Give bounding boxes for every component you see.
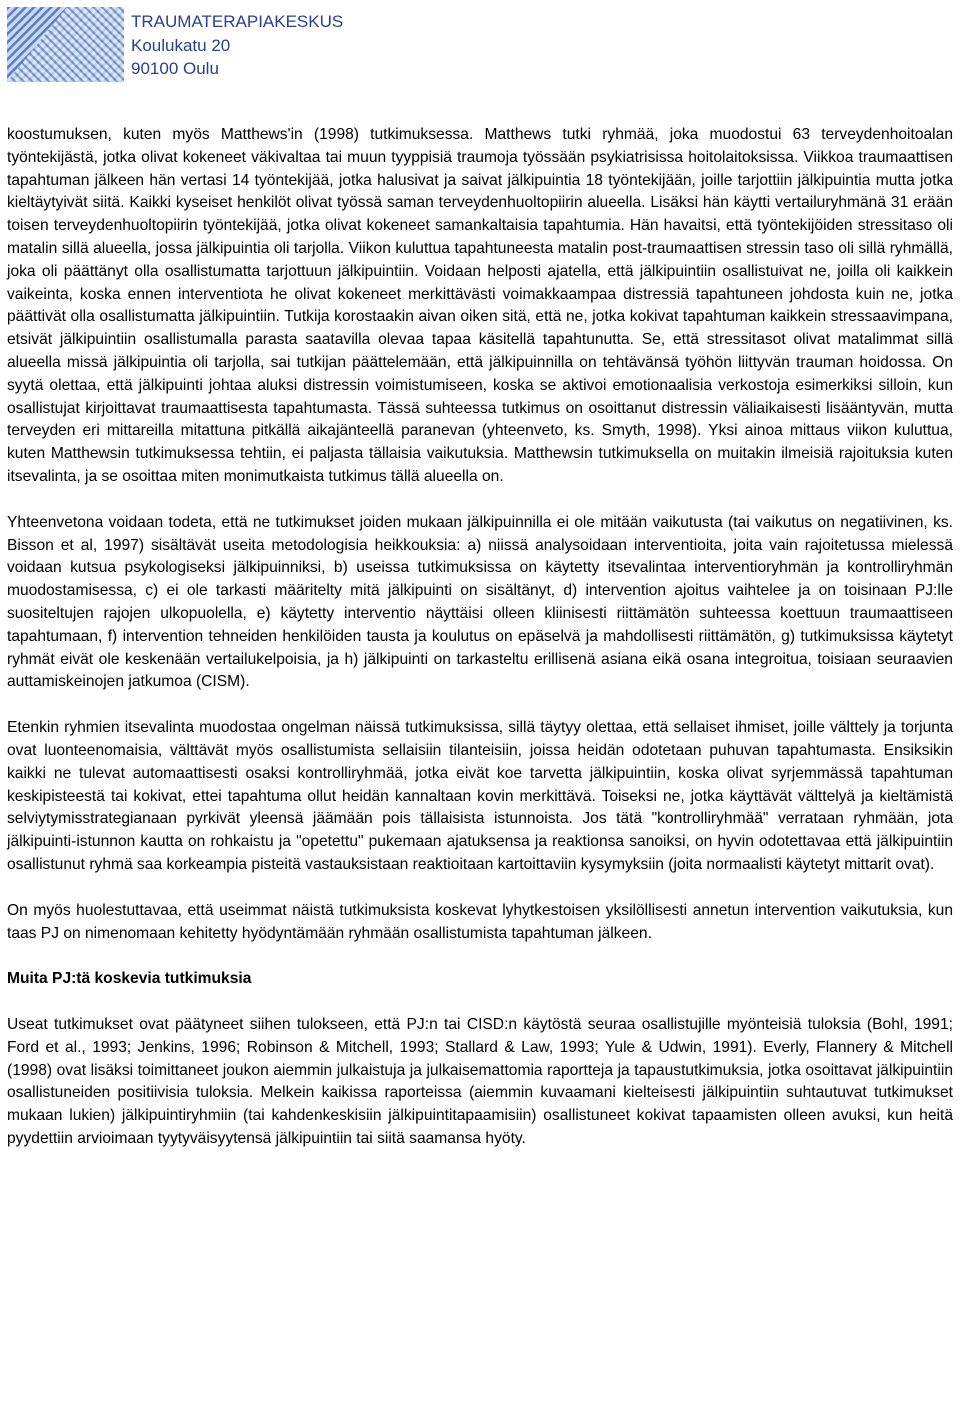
organization-header	[131, 10, 343, 81]
document-body	[7, 124, 953, 1151]
section-heading: Muita PJ:tä koskevia tutkimuksia	[7, 970, 252, 988]
paragraph-1: koostumuksen, kuten myös Matthews'in (1998) tutkimuksessa. Matthews tutki ryhmää, joka muodostui 63 terveydenhoitoalan työntekijästä, jotka olivat kokeneet väkivaltaa tai muun tyyppisiä traumoja työssään psykiatrisissa hoitolaitoksissa. Viikkoa traumaattisen tapahtuman jälkeen hän vertasi 14 työntekijää, jotka halusivat ja saivat jälkipuintia 18 työntekijään, joille tarjottiin jälkipuintia mutta jotka kieltäytyivät siitä. Kaikki kyseiset henkilöt olivat työssä saman terveydenhuoltopiirin alueella. Lisäksi hän käytti vertailuryhmänä 31 erään toisen terveydenhuoltopiirin työntekijää, jotka olivat kokeneet samankaltaisia tapahtumia. Hän havaitsi, että työntekijöiden stressitaso oli matalin sillä alueella, jossa jälkipuintia oli tarjolla. Viikon kuluttua tapahtuneesta matalin post-traumaattisen stressin taso oli sillä ryhmällä, joka oli päättänyt olla osallistumatta tarjottuun jälkipuintiin. Voidaan helposti ajatella, että jälkipuintiin osallistuivat ne, joilla oli kaikkein vaikeinta, koska ennen interventiota he olivat kokeneet merkittävästi voimakkaampaa distressiä tapahtuneen johdosta kuin ne, jotka päättivät olla osallistumatta jälkipuintiin. Tutkija korostaakin aivan oiken sitä, että ne, jotka kokivat tapahtuman kaikkein stressaavimpana, etsivät jälkipuintiin osallistumalla parasta saatavilla olevaa tapaa käsitellä tapahtunutta. Se, että stressitasot olivat matalimmat sillä alueella missä jälkipuintia oli tarjolla, sai tutkijan päättelemään, että jälkipuinnilla on tehtävänsä työhön liittyvän trauman hoidossa. On syytä olettaa, että jälkipuinti johtaa aluksi distressin voimistumiseen, koska se aktivoi emotionaalisia verkostoja esimerkiksi silloin, kun osallistujat kirjoittavat traumaattisesta tapahtumasta. Tässä suhteessa tutkimus on osoittanut distressin väliaikaisesti lisääntyvän, mutta terveyden eri mittareilla mitattuna pitkällä aikajänteellä paranevan (yhteenveto, ks. Smyth, 1998). Yksi ainoa mittaus viikon kuluttua, kuten Matthewsin tutkimuksessa tehtiin, ei paljasta tällaisia vaikutuksia. Matthewsin tutkimuksella on muitakin ilmeisiä rajoituksia kuten itsevalinta, ja se osoittaa miten monimutkaista tutkimus tällä alueella on.	[7, 126, 953, 485]
org-postal: 90100 Oulu	[131, 59, 219, 78]
org-street: Koulukatu 20	[131, 35, 231, 55]
logo	[7, 7, 124, 82]
paragraph-4: On myös huolestuttavaa, että useimmat näistä tutkimuksista koskevat lyhytkestoisen yksilöllisesti annetun intervention vaikutuksia, kun taas PJ on nimenomaan kehitetty hyödyntämään ryhmään osallistumista tapahtuman jälkeen.	[7, 901, 953, 942]
org-name: TRAUMATERAPIAKESKUS	[131, 12, 344, 31]
logo-mark	[7, 7, 124, 82]
paragraph-5: Useat tutkimukset ovat päätyneet siihen tulokseen, että PJ:n tai CISD:n käytöstä seuraa osallistujille myönteisiä tuloksia (Bohl, 1991; Ford et al., 1993; Jenkins, 1996; Robinson & Mitchell, 1993; Stallard & Law, 1993; Yule & Udwin, 1991). Everly, Flannery & Mitchell (1998) ovat lisäksi toimittaneet joukon aiemmin julkaistuja ja julkaisemattomia raportteja ja tapaustutkimuksia, jotka osoittavat jälkipuintiin osallistuneiden positiivisia tuloksia. Melkein kaikissa raporteissa (aiemmin kuvaamani kielteisesti jälkipuintiin suhtautuvat tutkimukset mukaan lukien) jälkipuintiryhmiin (tai kahdenkeskisiin jälkipuintitapaamisiin) osallistuneet kokivat tapaamisten olleen avuksi, kun heitä pyydettiin arvioimaan tyytyväisyytensä jälkipuintiin tai siitä saamansa hyöty.	[7, 1016, 953, 1148]
paragraph-3: Etenkin ryhmien itsevalinta muodostaa ongelman näissä tutkimuksissa, sillä täytyy olettaa, että sellaiset ihmiset, joille välttely ja torjunta ovat luonteenomaisia, välttävät myös osallistumista sellaisiin tilanteisiin, joissa heidän odotetaan puhuvan tapahtumasta. Ensiksikin kaikki ne tulevat automaattisesti osaksi kontrolliryhmää, jotka eivät koe tarvetta jälkipuintiin, koska olivat syrjemmässä tapahtuman keskipisteestä tai kokivat, ettei tapahtuma ollut heidän kannaltaan kovin merkittävä. Toiseksi ne, jotka käyttävät välttelyä ja kieltämistä selviytymisstrategianaan pyrkivät yleensä jäämään pois tällaisista istunnoista. Jos tätä "kontrolliryhmää" verrataan ryhmään, jota jälkipuinti-istunnon kautta on rohkaistu ja "opetettu" pukemaan ajatuksensa ja reaktionsa sanoiksi, on hyvin odotettavaa että jälkipuintiin osallistunut ryhmä saa korkeampia pisteitä vastauksistaan reaktioitaan kartoittaviin kysymyksiin (joita normaalisti käytetyt mittarit ovat).	[7, 719, 953, 873]
paragraph-2: Yhteenvetona voidaan todeta, että ne tutkimukset joiden mukaan jälkipuinnilla ei ole mitään vaikutusta (tai vaikutus on negatiivinen, ks. Bisson et al, 1997) sisältävät useita metodologisia heikkouksia: a) niissä analysoidaan interventioita, joita vain rajoitetussa mielessä voidaan kutsua psykologiseksi jälkipuinniksi, b) useissa tutkimuksissa on käytetty itsevalintaa interventioryhmän ja kontrolliryhmän muodostamisessa, c) ei ole tarkasti määritelty mitä jälkipuinti on sisältänyt, d) intervention ajoitus vaihtelee ja on toisinaan PJ:lle suositeltujen rajojen ulkopuolella, e) käytetty interventio näyttäisi olleen kliinisesti riittämätön suhteessa koettuun traumaattiseen tapahtumaan, f) intervention tehneiden henkilöiden tausta ja koulutus on epäselvä ja mahdollisesti riittämätön, g) tutkimuksissa käytetyt ryhmät eivät ole keskenään vertailukelpoisia, ja h) jälkipuinti on tarkasteltu erillisenä asiana eikä osana integroitua, toisiaan seuraavien auttamiskeinojen jatkumoa (CISM).	[7, 513, 953, 691]
